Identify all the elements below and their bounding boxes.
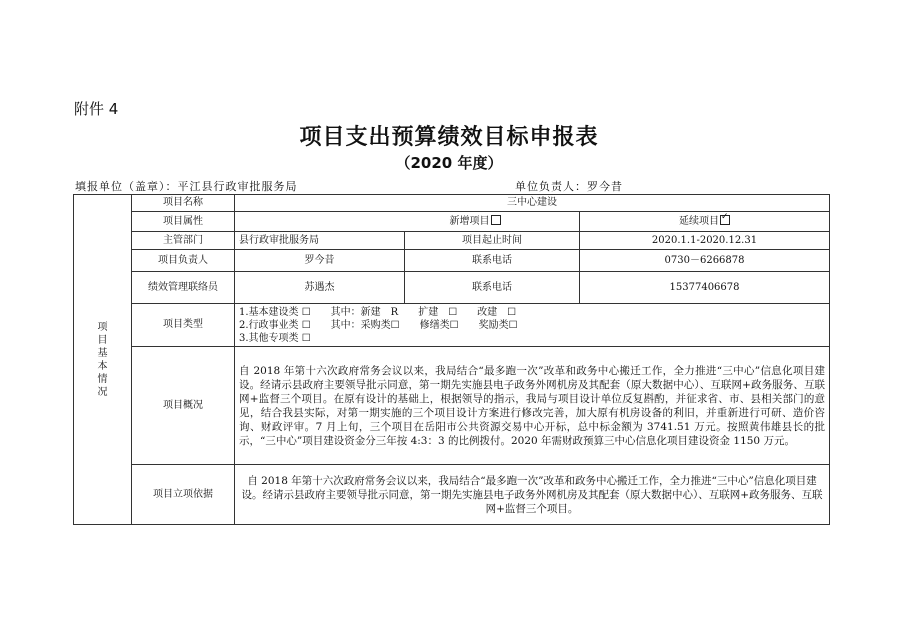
type-options	[235, 304, 830, 347]
type-line-other: 3.其他专项类 ☐	[239, 332, 311, 344]
row-project-name	[74, 195, 830, 212]
type-label: 项目类型	[132, 304, 235, 347]
project-name-value: 三中心建设	[235, 195, 830, 212]
row-project-attribute	[74, 212, 830, 232]
section-label: 项目基本情况	[97, 321, 108, 398]
attribute-continue-label: 延续项目	[679, 215, 720, 227]
project-name-label: 项目名称	[132, 195, 235, 212]
overview-label: 项目概况	[132, 347, 235, 465]
form-title: 项目支出预算绩效目标申报表	[299, 125, 599, 150]
row-contact	[74, 272, 830, 304]
period-value: 2020.1.1-2020.12.31	[580, 232, 830, 250]
overview-text: 自 2018 年第十六次政府常务会议以来，我局结合“最多跑一次”改革和政务中心搬迁工作，全力推进“三中心”信息化项目建设。经请示县政府主要领导批示同意，第一期先实施县电子政务外网机房及其配套（原大数据中心）、互联网+政务服务、互联网+监督三个项目。在原有设计的基础上，根据领导的指示，我局与项目设计单位反复斟酌，并征求省、市、县相关部门的意见，结合我县实际，对第一期实施的三个项目设计方案进行修改完善，加大原有机房设备的利旧，并重新进行可研、造价咨询、财政评审。7 月上旬，三个项目在岳阳市公共资源交易中心开标，总中标金额为 3741.51 万元。按照黄伟雄县长的批示，“三中心”项目建设资金分三年按 4:3：3 的比例拨付。2020 年需财政预算三中心信息化项目建设资金 1150 万元。	[235, 347, 830, 465]
leader-label: 项目负责人	[132, 250, 235, 272]
basis-label: 项目立项依据	[132, 465, 235, 525]
declaration-table	[73, 194, 830, 525]
type-line-admin: 2.行政事业类 ☐ 其中：采购类☐ 修缮类☐ 奖励类☐	[239, 319, 518, 331]
unit-owner-label: 单位负责人：罗今昔	[515, 180, 623, 193]
row-leader	[74, 250, 830, 272]
section-cell	[74, 195, 132, 525]
contact-label: 绩效管理联络员	[132, 272, 235, 304]
dept-value: 县行政审批服务局	[235, 232, 405, 250]
row-project-type	[74, 304, 830, 347]
form-year: （2020 年度）	[395, 154, 503, 172]
attribute-continue-checkbox[interactable]	[720, 211, 730, 225]
contact-phone-value: 15377406678	[580, 272, 830, 304]
attribute-new-label: 新增项目	[449, 215, 490, 227]
leader-phone-value: 0730－6266878	[580, 250, 830, 272]
row-overview	[74, 347, 830, 465]
basis-text: 自 2018 年第十六次政府常务会议以来，我局结合“最多跑一次”改革和政务中心搬迁工作，全力推进“三中心”信息化项目建设。经请示县政府主要领导批示同意，第一期先实施县电子政务外网机房及其配套（原大数据中心）、互联网+政务服务、互联网+监督三个项目。	[235, 465, 830, 525]
attribute-continue-cell	[580, 212, 830, 232]
attachment-label: 附件 4	[74, 100, 119, 118]
dept-label: 主管部门	[132, 232, 235, 250]
period-label: 项目起止时间	[405, 232, 580, 250]
attribute-new-checkbox[interactable]	[491, 215, 501, 225]
leader-value: 罗今昔	[235, 250, 405, 272]
check-mark-icon: ✓	[721, 211, 729, 222]
row-department	[74, 232, 830, 250]
row-basis	[74, 465, 830, 525]
filler-unit-label: 填报单位（盖章）：平江县行政审批服务局	[75, 180, 298, 193]
attribute-label: 项目属性	[132, 212, 235, 232]
leader-phone-label: 联系电话	[405, 250, 580, 272]
attribute-new-cell	[235, 212, 580, 232]
contact-phone-label: 联系电话	[405, 272, 580, 304]
contact-value: 苏遇杰	[235, 272, 405, 304]
type-line-capital: 1.基本建设类 ☐ 其中：新建 R 扩建 ☐ 改建 ☐	[239, 306, 517, 318]
